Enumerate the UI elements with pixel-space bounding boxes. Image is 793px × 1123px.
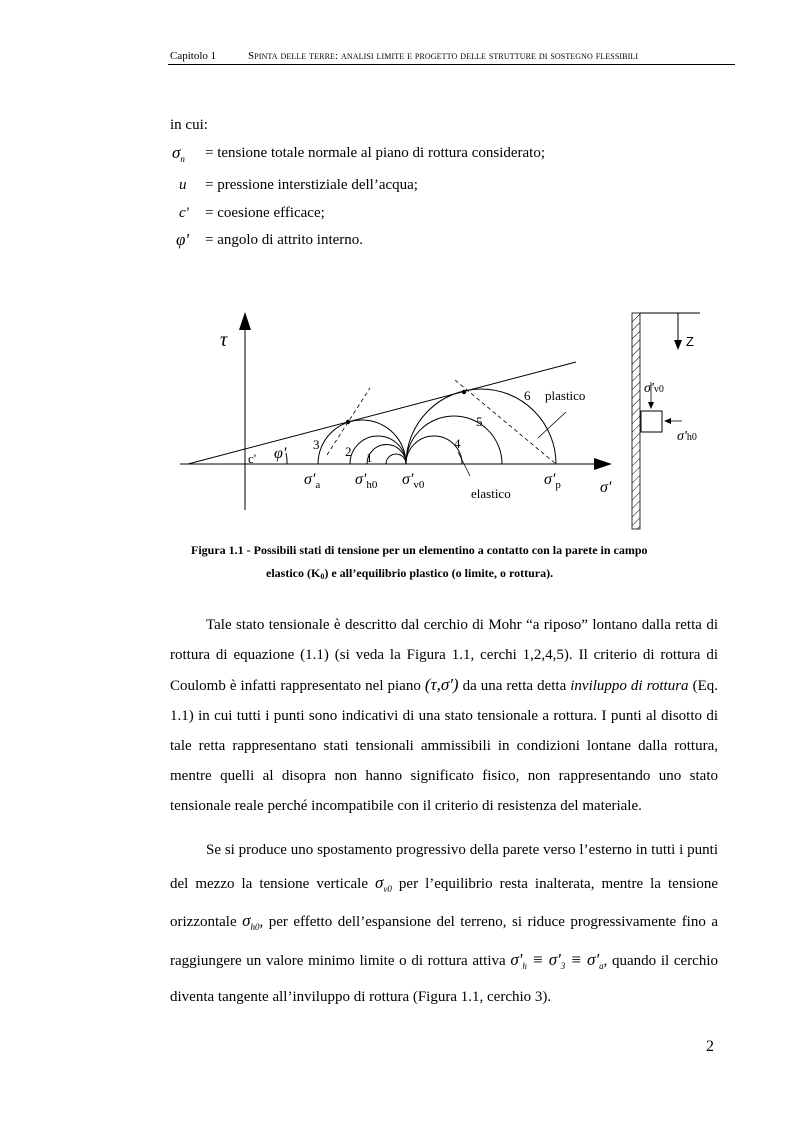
def-symbol-u: u [179,177,187,193]
sigma-a-label: $\sigma'_a$ [304,471,321,491]
figure-caption-line2: elastico (K0) e all’equilibrio plastico (o limite, o rottura). [266,566,554,581]
z-label: Z [686,334,694,349]
tau-axis-arrow [239,312,251,330]
c-label: c' [248,451,257,466]
circle-label-6: 6 [524,388,531,403]
sigma-p-label: $\sigma'_p$ [544,471,561,491]
figure-caption-line1: Figura 1.1 - Possibili stati di tensione per un elementino a contatto con la parete in campo [191,543,648,557]
plastico-leader [538,412,566,438]
z-arrow-head [674,340,682,350]
running-header [168,50,735,65]
sigma-axis-arrow [594,458,612,470]
sigma-v0-label: $\sigma'_{v0}$ [402,471,425,491]
circle-label-2: 2 [345,444,352,459]
def-text-sigma: = tensione totale normale al piano di rottura considerato; [205,145,546,161]
circle-1 [386,454,406,464]
paragraph-2: Se si produce uno spostamento progressivo della parete verso l’esterno in tutti i punti del mezzo la tensione verticale $\sigma_{v0}$ per l’equilibrio resta inalterata, mentre la tensione orizzontale $\sigma_{h0}$, per effetto dell’espansione del terreno, si riduce progressivamente fino a raggiungere un valore minimo limite o di rottura attiva $\sigma'_h \equiv \sigma'_3 \equiv \sigma'_a$, quando il cerchio diventa tangente all’inviluppo di rottura (Figura 1.1, cerchio 3). [170,842,719,1005]
circle-label-3: 3 [313,437,320,452]
horizontal-stress-arrowhead [664,418,671,424]
sigma-h0-label: $\sigma'_{h0}$ [355,471,378,491]
phi-label: φ' [274,445,287,462]
circle-label-5: 5 [476,414,483,429]
wall-sigma-h0-label: σ'h0 [677,429,697,444]
soil-element [641,411,662,432]
circle-2 [350,436,406,464]
elastico-label: elastico [471,486,511,501]
def-text-u: = pressione interstiziale dell’acqua; [205,177,418,193]
mohr-circle-figure [170,300,730,532]
vertical-stress-arrowhead [648,402,654,409]
circle-label-4: 4 [454,436,461,451]
failure-envelope [188,362,576,464]
tangent-point-passive [462,390,466,394]
wall-sigma-v0-label: σ'v0 [644,381,664,396]
def-text-c: = coesione efficace; [205,205,325,221]
retaining-wall [632,313,640,529]
sigma-axis-label: σ' [600,479,612,496]
circle-label-1: 1 [366,450,373,465]
tangent-point-active [346,420,350,424]
def-symbol-c: c' [179,205,189,221]
paragraph-1: Tale stato tensionale è descritto dal cerchio di Mohr “a riposo” lontano dalla retta di rottura di equazione (1.1) (si veda la Figura 1.1, cerchi 1,2,4,5). Il criterio di rottura di Coulomb è infatti rappresentato nel piano (τ,σ') da una retta detta inviluppo di rottura (Eq. 1.1) in cui tutti i punti sono indicativi di una stato tensionale a rottura. I punti al disotto di tale retta rappresentano stati tensionali ammissibili in condizioni lontane dalla rottura, mentre quelli al disopra non hanno significato fisico, non rappresentando uno stato tensionale reale perché incompatibile con il criterio di resistenza del materiale. [170,617,718,814]
header-title: Spinta delle terre: analisi limite e progetto delle strutture di sostegno flessibili [248,50,639,62]
def-text-phi: = angolo di attrito interno. [205,232,364,248]
header-chapter: Capitolo 1 [170,50,217,62]
def-symbol-phi: φ' [176,230,190,249]
intro-text: in cui: [170,117,208,133]
page-number: 2 [706,1038,714,1055]
plastico-label: plastico [545,388,586,403]
def-symbol-sigma: $\sigma_n$ [172,143,185,164]
tau-label: τ [220,329,228,351]
